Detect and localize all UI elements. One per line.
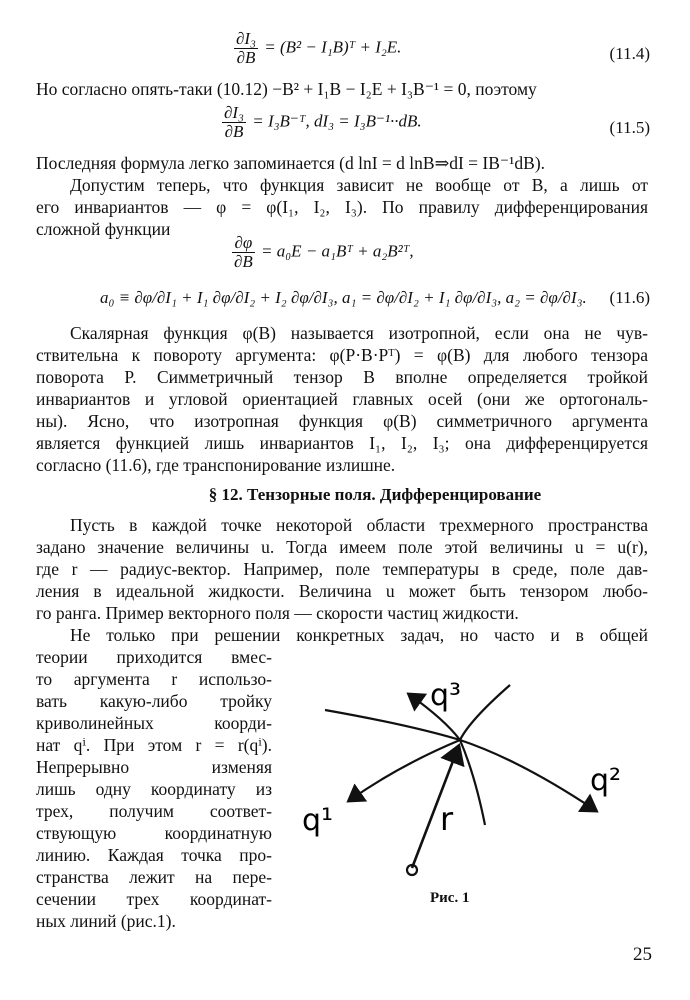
- label-r: r: [440, 800, 454, 838]
- text-line: сложной функции: [36, 219, 171, 239]
- fraction-denominator: ∂B: [236, 48, 256, 67]
- text-line: Допустим теперь, что функция зависит не вообще от B, а лишь от: [70, 175, 648, 195]
- equation-body: a₀ ≡ ∂φ/∂I₁ + I₁ ∂φ/∂I₂ + I₂ ∂φ/∂I₃, a₁ = ∂φ/∂I₂ + I₁ ∂φ/∂I₃, a₂ = ∂φ/∂I₃.: [100, 288, 587, 307]
- text-line: задано значение величины u. Тогда имеем поле этой величины u = u(r),: [36, 537, 648, 557]
- equation-rhs: = I₃B⁻ᵀ, dI₃ = I₃B⁻¹··dB.: [252, 111, 422, 131]
- text-line: является функцией лишь инвариантов I₁, I₂, I₃; она дифференцируется: [36, 433, 648, 453]
- equation-rhs: = (B² − I₁B)ᵀ + I₂E.: [264, 37, 402, 57]
- text-line: Скалярная функция φ(B) называется изотропной, если она не чув-: [70, 323, 648, 343]
- text-line: лишь одну координату из: [36, 779, 272, 799]
- text-line: его инвариантов — φ = φ(I₁, I₂, I₃). По правилу дифференцирования: [36, 197, 648, 217]
- section-heading: § 12. Тензорные поля. Дифференцирование: [208, 485, 542, 504]
- text-line: согласно (11.6), где транспонирование излишне.: [36, 455, 396, 475]
- fraction-numerator: ∂φ: [232, 234, 255, 253]
- text-line: теории приходится вмес-: [36, 647, 272, 667]
- text-line: сечении трех координат-: [36, 889, 272, 909]
- equation-11-4: [232, 30, 401, 67]
- text-line: ных линий (рис.1).: [36, 911, 176, 931]
- text-line: ствительна к повороту аргумента: φ(P·B·Pᵀ) = φ(B) для любого тензора: [36, 345, 648, 365]
- wrapped-text-column: [36, 646, 272, 932]
- equation-11-5: [220, 104, 422, 141]
- text-line: го ранга. Пример векторного поля — скорости частиц жидкости.: [36, 603, 519, 623]
- label-q1: q¹: [302, 803, 334, 838]
- label-q3: q³: [430, 678, 462, 713]
- equation-number: (11.4): [609, 44, 650, 63]
- figure-caption: Рис. 1: [430, 890, 470, 906]
- coordinate-line-q3-tail: [460, 740, 485, 825]
- equation-11-6: [100, 288, 587, 308]
- text-line: Пусть в каждой точке некоторой области трехмерного пространства: [70, 515, 648, 535]
- text-line: Последняя формула легко запоминается (d lnI = d lnB⇒dI = IB⁻¹dB).: [36, 153, 546, 173]
- fraction-denominator: ∂B: [224, 122, 244, 141]
- coordinate-line-q1-tail: [460, 685, 510, 740]
- text-line: инвариантов и угловой ориентацией главных осей (они же ортогональ-: [36, 389, 648, 409]
- fraction-numerator: ∂I₃: [224, 103, 244, 122]
- equation-dphi-dB: [230, 234, 414, 271]
- text-line: Непрерывно изменяя: [36, 757, 272, 777]
- text-line: Не только при решении конкретных задач, но часто и в общей: [70, 625, 648, 645]
- coordinate-lines-figure: [300, 650, 670, 910]
- fraction-numerator: ∂I₃: [236, 29, 256, 48]
- page-number: 25: [633, 944, 652, 965]
- text-line: нат qⁱ. При этом r = r(qⁱ).: [36, 735, 272, 755]
- text-line: где r — радиус-вектор. Например, поле температуры в среде, поле дав-: [36, 559, 648, 579]
- equation-number: (11.6): [609, 288, 650, 307]
- equation-number: (11.5): [609, 118, 650, 137]
- text-line: странства лежит на пере-: [36, 867, 272, 887]
- coordinate-line-q2: [325, 710, 595, 810]
- label-q2: q²: [590, 763, 622, 798]
- text-line: ствующую координатную: [36, 823, 272, 843]
- equation-rhs: = a₀E − a₁Bᵀ + a₂B²ᵀ,: [261, 241, 414, 261]
- text-line: вать какую-либо тройку: [36, 691, 272, 711]
- text-line: линию. Каждая точка про-: [36, 845, 272, 865]
- text-line: ления в идеальной жидкости. Величина u может быть тензором любо-: [36, 581, 648, 601]
- coordinate-line-q1: [350, 740, 460, 800]
- fraction-denominator: ∂B: [234, 252, 253, 271]
- text-line: трех, получим соответ-: [36, 801, 272, 821]
- text-line: то аргумента r использо-: [36, 669, 272, 689]
- text-line: Но согласно опять-таки (10.12) −B² + I₁B − I₂E + I₃B⁻¹ = 0, поэтому: [36, 79, 537, 99]
- text-line: криволинейных коорди-: [36, 713, 272, 733]
- text-line: ны). Ясно, что изотропная функция φ(B) симметричного аргумента: [36, 411, 648, 431]
- text-line: поворота P. Симметричный тензор B вполне определяется тройкой: [36, 367, 648, 387]
